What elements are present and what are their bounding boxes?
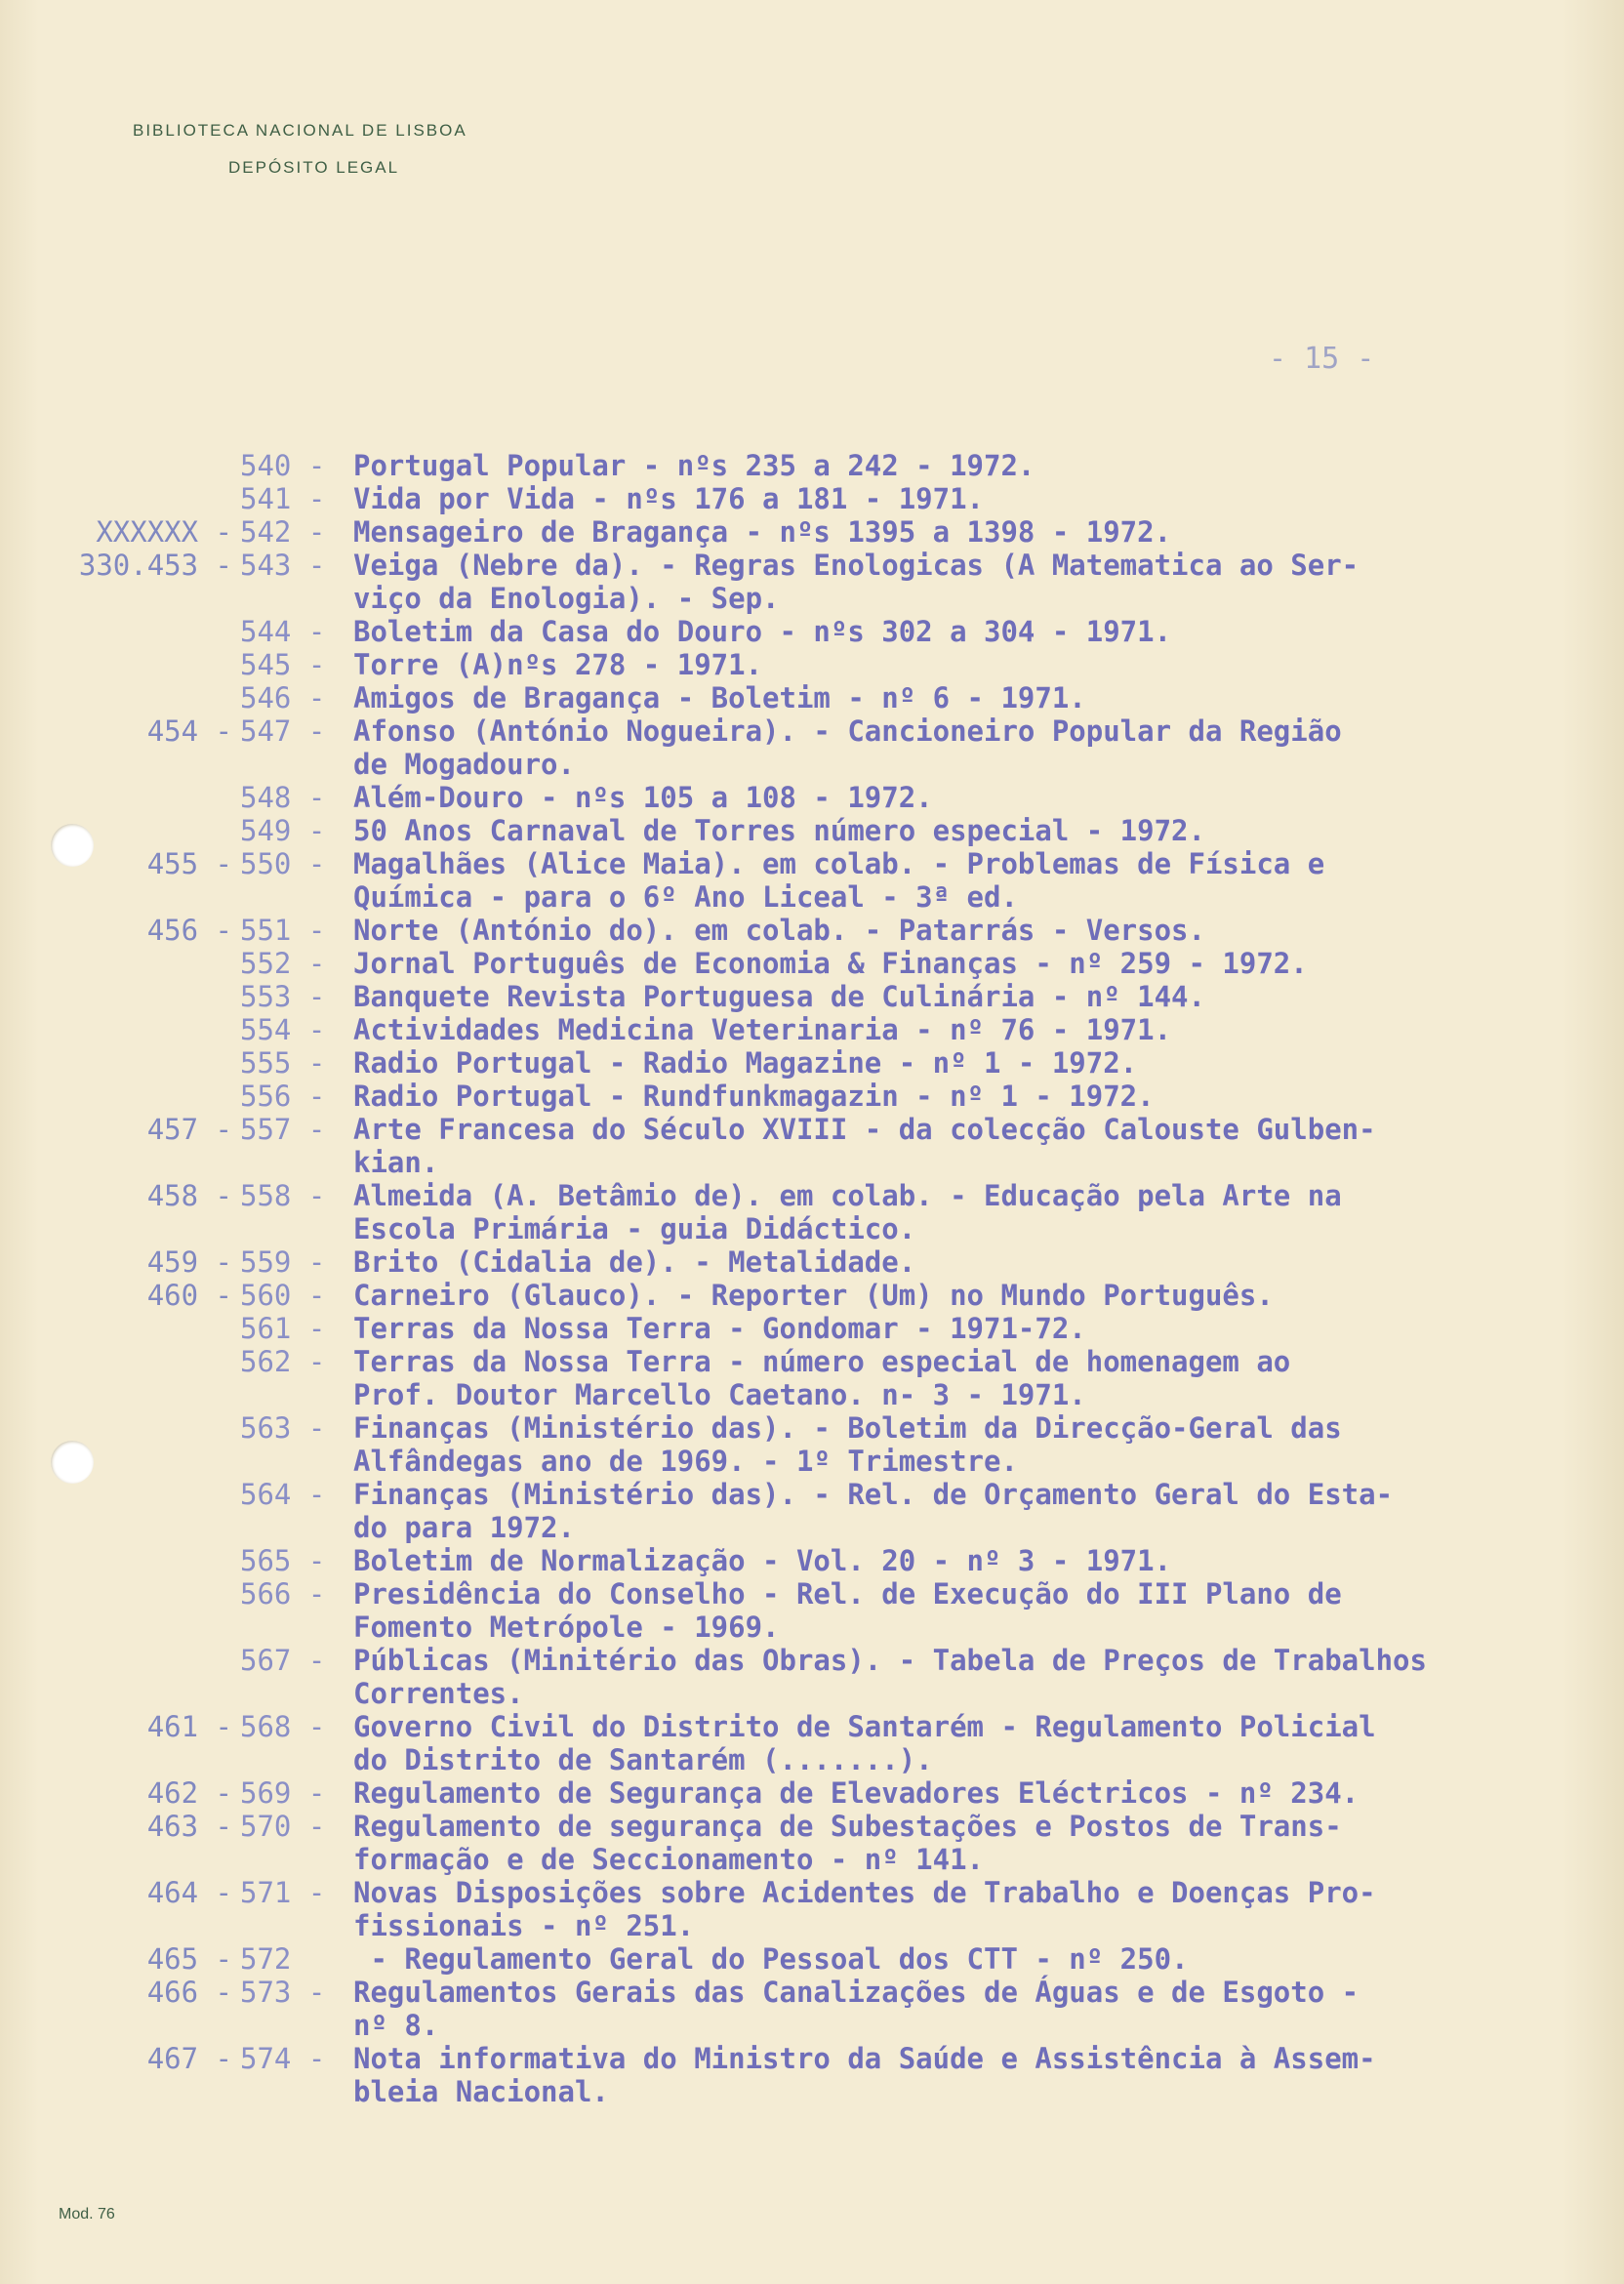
list-item [0, 781, 1624, 814]
entry-text: 50 Anos Carnaval de Torres número especial - 1972. [353, 814, 1205, 847]
list-item [0, 947, 1624, 980]
entry-text: Governo Civil do Distrito de Santarém - Regulamento Policial do Distrito de Santarém (.......). [353, 1710, 1376, 1776]
entry-number: 547 - [240, 714, 326, 748]
entry-number: 558 - [240, 1179, 326, 1212]
list-item [0, 1876, 1624, 1942]
call-number [0, 482, 240, 515]
entry-text: Arte Francesa do Século XVIII - da colecção Calouste Gulben- kian. [353, 1113, 1376, 1179]
entry-number: 540 - [240, 449, 326, 482]
call-number: 456 - [146, 914, 232, 947]
list-item [0, 1013, 1624, 1046]
list-item [0, 980, 1624, 1013]
entry-text: - Regulamento Geral do Pessoal dos CTT - nº 250. [353, 1942, 1189, 1976]
list-item [0, 449, 1624, 482]
department-name: DEPÓSITO LEGAL [228, 158, 400, 177]
call-number [0, 1013, 240, 1046]
list-item [0, 847, 1624, 914]
entry-number: 568 - [240, 1710, 326, 1743]
letterhead [133, 121, 467, 178]
call-number [0, 615, 240, 648]
call-number [0, 1644, 240, 1710]
entry-text: Finanças (Ministério das). - Boletim da Direcção-Geral das Alfândegas ano de 1969. - 1º Trimestre. [353, 1411, 1342, 1478]
call-number [0, 947, 240, 980]
entry-number: 561 - [240, 1312, 326, 1345]
entry-text: Além-Douro - nºs 105 a 108 - 1972. [353, 781, 933, 814]
list-item [0, 1345, 1624, 1411]
entry-number: 551 - [240, 914, 326, 947]
call-number [0, 1478, 240, 1544]
call-number [0, 1577, 240, 1644]
list-item [0, 1279, 1624, 1312]
entry-text: Torre (A)nºs 278 - 1971. [353, 648, 763, 681]
call-number [0, 1080, 240, 1113]
call-number: 462 - [146, 1776, 232, 1810]
list-item [0, 1312, 1624, 1345]
entry-text: Boletim da Casa do Douro - nºs 302 a 304 - 1971. [353, 615, 1172, 648]
call-number [0, 681, 240, 714]
call-number: 467 - [146, 2042, 232, 2075]
call-number: 460 - [146, 1279, 232, 1312]
entry-number: 569 - [240, 1776, 326, 1810]
entry-text: Vida por Vida - nºs 176 a 181 - 1971. [353, 482, 985, 515]
entry-number: 573 - [240, 1976, 326, 2009]
entry-text: Radio Portugal - Radio Magazine - nº 1 - 1972. [353, 1046, 1138, 1080]
entry-text: Novas Disposições sobre Acidentes de Trabalho e Doenças Pro- fissionais - nº 251. [353, 1876, 1376, 1942]
call-number: 464 - [146, 1876, 232, 1909]
list-item [0, 1710, 1624, 1776]
list-item [0, 2042, 1624, 2108]
list-item [0, 482, 1624, 515]
call-number [0, 648, 240, 681]
list-item [0, 1644, 1624, 1710]
institution-name: BIBLIOTECA NACIONAL DE LISBOA [133, 121, 467, 140]
call-number: 463 - [146, 1810, 232, 1843]
entry-text: Presidência do Conselho - Rel. de Execução do III Plano de Fomento Metrópole - 1969. [353, 1577, 1342, 1644]
entry-number: 555 - [240, 1046, 326, 1080]
entry-number: 570 - [240, 1810, 326, 1843]
entry-text: Regulamentos Gerais das Canalizações de Águas e de Esgoto - nº 8. [353, 1976, 1360, 2042]
call-number [0, 814, 240, 847]
entry-number: 564 - [240, 1478, 326, 1511]
list-item [0, 1976, 1624, 2042]
list-item [0, 1046, 1624, 1080]
list-item [0, 515, 1624, 549]
list-item [0, 648, 1624, 681]
entry-text: Carneiro (Glauco). - Reporter (Um) no Mundo Português. [353, 1279, 1274, 1312]
list-item [0, 814, 1624, 847]
list-item [0, 1080, 1624, 1113]
list-item [0, 1544, 1624, 1577]
form-number: Mod. 76 [59, 2206, 115, 2223]
call-number [0, 1544, 240, 1577]
entry-number: 557 - [240, 1113, 326, 1146]
call-number [0, 1411, 240, 1478]
call-number [0, 781, 240, 814]
entry-text: Terras da Nossa Terra - número especial de homenagem ao Prof. Doutor Marcello Caetano. n- 3 - 1971. [353, 1345, 1291, 1411]
call-number: 330.453 - [78, 549, 232, 582]
entry-text: Portugal Popular - nºs 235 a 242 - 1972. [353, 449, 1035, 482]
entry-text: Regulamento de segurança de Subestações e Postos de Trans- formação e de Seccionamento - nº 141. [353, 1810, 1342, 1876]
entry-text: Veiga (Nebre da). - Regras Enologicas (A Matematica ao Ser- viço da Enologia). - Sep. [353, 549, 1360, 615]
entry-text: Banquete Revista Portuguesa de Culinária - nº 144. [353, 980, 1205, 1013]
call-number [0, 980, 240, 1013]
call-number: XXXXXX - [96, 515, 232, 549]
entry-number: 546 - [240, 681, 326, 714]
entry-text: Amigos de Bragança - Boletim - nº 6 - 1971. [353, 681, 1086, 714]
entry-number: 559 - [240, 1245, 326, 1279]
call-number: 457 - [146, 1113, 232, 1146]
call-number [0, 1345, 240, 1411]
entry-number: 550 - [240, 847, 326, 880]
list-item [0, 1942, 1624, 1976]
list-item [0, 714, 1624, 781]
call-number [0, 449, 240, 482]
entry-number: 549 - [240, 814, 326, 847]
entry-number: 544 - [240, 615, 326, 648]
list-item [0, 1179, 1624, 1245]
list-item [0, 1245, 1624, 1279]
entry-number: 542 - [240, 515, 326, 549]
entry-number: 543 - [240, 549, 326, 582]
entry-number: 554 - [240, 1013, 326, 1046]
list-item [0, 1411, 1624, 1478]
call-number: 465 - [146, 1942, 232, 1976]
entry-number: 565 - [240, 1544, 326, 1577]
entry-number: 563 - [240, 1411, 326, 1445]
entry-text: Magalhães (Alice Maia). em colab. - Problemas de Física e Química - para o 6º Ano Liceal - 3ª ed. [353, 847, 1325, 914]
entry-number: 567 - [240, 1644, 326, 1677]
entry-number: 545 - [240, 648, 326, 681]
list-item [0, 615, 1624, 648]
call-number: 466 - [146, 1976, 232, 2009]
entry-text: Nota informativa do Ministro da Saúde e Assistência à Assem- bleia Nacional. [353, 2042, 1376, 2108]
call-number: 459 - [146, 1245, 232, 1279]
entry-number: 571 - [240, 1876, 326, 1909]
call-number [0, 1312, 240, 1345]
entry-number: 552 - [240, 947, 326, 980]
call-number: 461 - [146, 1710, 232, 1743]
entry-text: Públicas (Minitério das Obras). - Tabela de Preços de Trabalhos Correntes. [353, 1644, 1427, 1710]
list-item [0, 914, 1624, 947]
entry-number: 548 - [240, 781, 326, 814]
list-item [0, 681, 1624, 714]
entry-text: Mensageiro de Bragança - nºs 1395 a 1398 - 1972. [353, 515, 1172, 549]
entry-number: 562 - [240, 1345, 326, 1378]
list-item [0, 1577, 1624, 1644]
list-item [0, 1810, 1624, 1876]
entry-text: Brito (Cidalia de). - Metalidade. [353, 1245, 916, 1279]
entry-number: 541 - [240, 482, 326, 515]
entry-number: 556 - [240, 1080, 326, 1113]
list-item [0, 549, 1624, 615]
entry-text: Terras da Nossa Terra - Gondomar - 1971-72. [353, 1312, 1086, 1345]
list-item [0, 1113, 1624, 1179]
entry-text: Almeida (A. Betâmio de). em colab. - Educação pela Arte na Escola Primária - guia Didáctico. [353, 1179, 1342, 1245]
list-item [0, 1478, 1624, 1544]
entry-number: 572 [240, 1942, 292, 1976]
entry-number: 553 - [240, 980, 326, 1013]
call-number: 454 - [146, 714, 232, 748]
entry-text: Finanças (Ministério das). - Rel. de Orçamento Geral do Esta- do para 1972. [353, 1478, 1394, 1544]
entry-text: Regulamento de Segurança de Elevadores Eléctricos - nº 234. [353, 1776, 1360, 1810]
entry-text: Radio Portugal - Rundfunkmagazin - nº 1 - 1972. [353, 1080, 1155, 1113]
call-number [0, 1046, 240, 1080]
call-number: 458 - [146, 1179, 232, 1212]
entry-text: Jornal Português de Economia & Finanças - nº 259 - 1972. [353, 947, 1308, 980]
entry-text: Actividades Medicina Veterinaria - nº 76 - 1971. [353, 1013, 1172, 1046]
entry-text: Afonso (António Nogueira). - Cancioneiro Popular da Região de Mogadouro. [353, 714, 1342, 781]
call-number: 455 - [146, 847, 232, 880]
list-item [0, 1776, 1624, 1810]
entry-list [0, 449, 1624, 2108]
entry-number: 574 - [240, 2042, 326, 2075]
page-number: - 15 - [1269, 342, 1375, 376]
entry-number: 566 - [240, 1577, 326, 1611]
entry-text: Norte (António do). em colab. - Patarrás - Versos. [353, 914, 1205, 947]
entry-text: Boletim de Normalização - Vol. 20 - nº 3 - 1971. [353, 1544, 1172, 1577]
entry-number: 560 - [240, 1279, 326, 1312]
